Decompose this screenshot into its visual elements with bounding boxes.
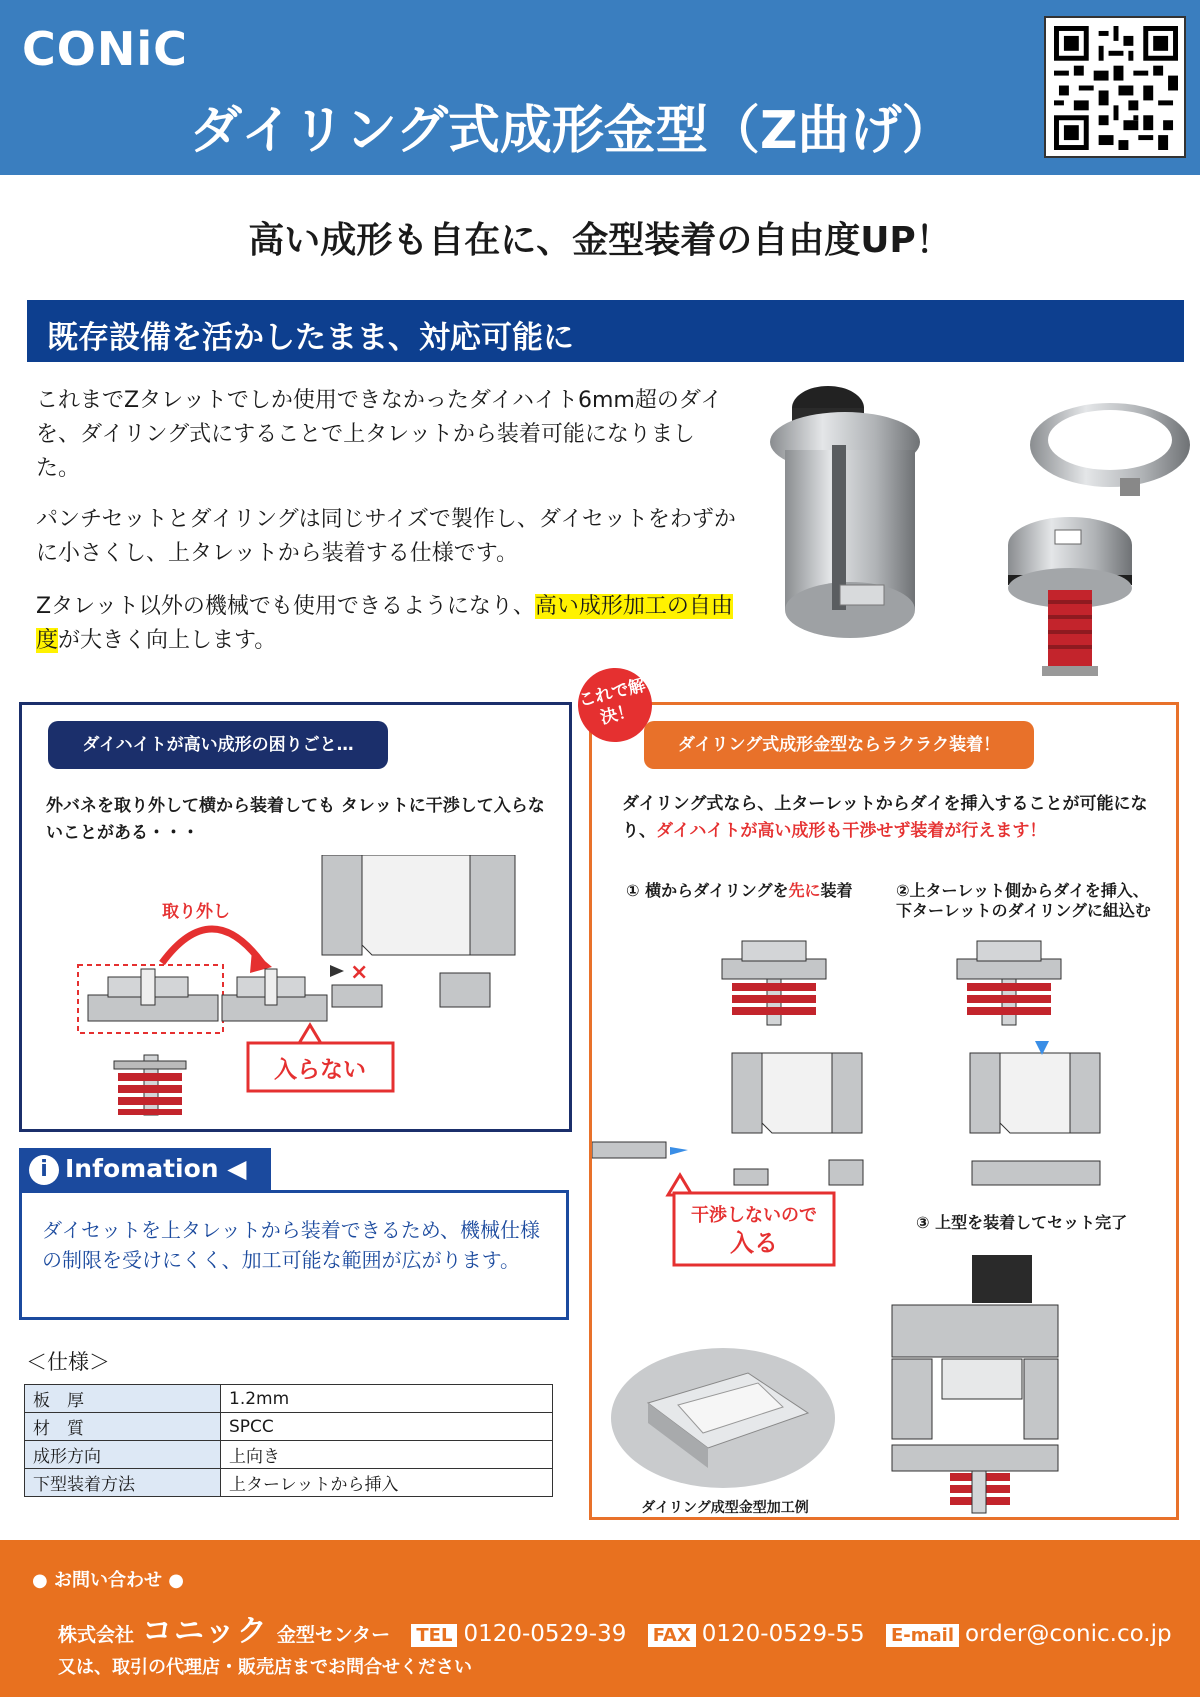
enter-label: 入る [730,1229,778,1257]
conic-logo: CONiC [22,22,188,76]
info-icon: i [29,1155,59,1185]
die-part-side [88,969,218,1021]
contact-line [58,1606,1172,1650]
blocked-arrow [330,965,344,977]
email-link[interactable]: order@conic.co.jp [965,1621,1172,1647]
intro-paragraph-3 [36,590,736,658]
no-interfere-callout [668,1175,834,1265]
highlighted-text: 高い成形加工の自由度 [36,594,733,653]
problem-diagram [22,855,569,1130]
solution-text-start: ダイリング式なら、上ターレットからダイを挿入することが可能になり、 [622,794,1148,841]
info-tab-label: Infomation [65,1154,219,1183]
step1-turret [592,1053,863,1185]
cannot-enter-label: 入らない [274,1057,366,1083]
spec-row [25,1385,553,1413]
contact-heading: ● お問い合わせ ● [32,1570,184,1591]
step1-die-spring [722,941,826,1025]
removed-spring [114,1055,186,1115]
spec-heading: ＜仕様＞ [26,1350,110,1374]
die-ring-photo [1030,403,1190,496]
header-banner [0,0,1200,175]
problem-text: 外バネを取り外して横から装着しても タレットに干渉して入らないことがある・・・ [46,796,545,843]
die-part-moving [222,969,327,1021]
fax-label: FAX [648,1624,696,1647]
spec-key: 材 質 [25,1413,221,1441]
fax-number: 0120-0529-55 [701,1621,865,1647]
info-tab [19,1148,271,1192]
problem-label: ダイハイトが高い成形の困りごと… [48,721,388,769]
step-2-label: ②上ターレット側からダイを挿入、下ターレットのダイリングに組込む [896,881,1151,920]
spec-value: 上ターレットから挿入 [221,1469,553,1497]
remove-label: 取り外し [162,902,230,922]
step-1-text-end: 装着 [820,881,853,900]
spec-value: 1.2mm [221,1385,553,1413]
tel-number[interactable]: 0120-0529-39 [463,1621,627,1647]
sample-caption: ダイリング成型金型加工例 [641,1500,809,1516]
footer [0,1540,1200,1697]
page-title: ダイリング式成形金型（Z曲げ） [190,101,954,161]
die-set-photo [1008,517,1132,676]
info-box [19,1190,569,1320]
step-1-emphasis: 先に [788,881,821,900]
step3-assembly [892,1255,1058,1513]
solved-badge: これで解決！ [570,660,660,750]
step2-turret [970,1041,1100,1185]
cannot-enter-callout [248,1025,393,1091]
spec-key: 成形方向 [25,1441,221,1469]
no-interfere-label: 干渉しないので [691,1205,817,1226]
spec-value: SPCC [221,1413,553,1441]
footer-note: 又は、取引の代理店・販売店までお問合せください [58,1657,472,1678]
problem-box [19,702,572,1132]
qr-code-icon [1054,26,1178,150]
intro-paragraph-1: これまでZタレットでしか使用できなかったダイハイト6mm超のダイを、ダイリング式にすることで上タレットから装着可能になりました。 [36,388,723,481]
megaphone-icon: ◀ [218,1154,247,1183]
step-1-text: ① 横からダイリングを [626,881,789,900]
solution-label: ダイリング式成形金型ならラクラク装着！ [644,721,1034,769]
punch-set-photo [770,386,920,638]
remove-arrow [162,929,262,963]
tel-label: TEL [411,1624,457,1647]
section-heading: 既存設備を活かしたまま、対応可能に [27,300,1184,362]
email-label: E-mail [886,1624,959,1647]
para3-text: Zタレット以外の機械でも使用できるようになり、 [36,594,535,619]
sample-part-photo [608,1343,838,1493]
headline: 高い成形も自在に、金型装着の自由度UP！ [248,220,952,261]
product-photos [770,370,1190,690]
blocked-cross: × [350,960,369,985]
para3-text-end: が大きく向上します。 [58,628,277,653]
solution-text [622,791,1162,845]
department: 金型センター [276,1624,391,1646]
brand-name: コニック [142,1614,269,1649]
spec-key: 下型装着方法 [25,1469,221,1497]
solution-text-emphasis: ダイハイトが高い成形も干渉せず装着が行えます！ [656,821,1047,841]
spec-value: 上向き [221,1441,553,1469]
info-text: ダイセットを上タレットから装着できるため、機械仕様の制限を受けにくく、加工可能な範囲が広がります。 [42,1218,540,1272]
spec-table [24,1384,553,1497]
spec-key: 板 厚 [25,1385,221,1413]
intro-paragraph-2: パンチセットとダイリングは同じサイズで製作し、ダイセットをわずかに小さくし、上タレットから装着する仕様です。 [36,507,736,566]
step-3-label: ③ 上型を装着してセット完了 [916,1213,1128,1232]
spec-row [25,1441,553,1469]
qr-code[interactable] [1044,16,1186,158]
spec-row [25,1469,553,1497]
company-prefix: 株式会社 [58,1624,135,1646]
spec-row [25,1413,553,1441]
step2-die-spring [957,941,1061,1025]
